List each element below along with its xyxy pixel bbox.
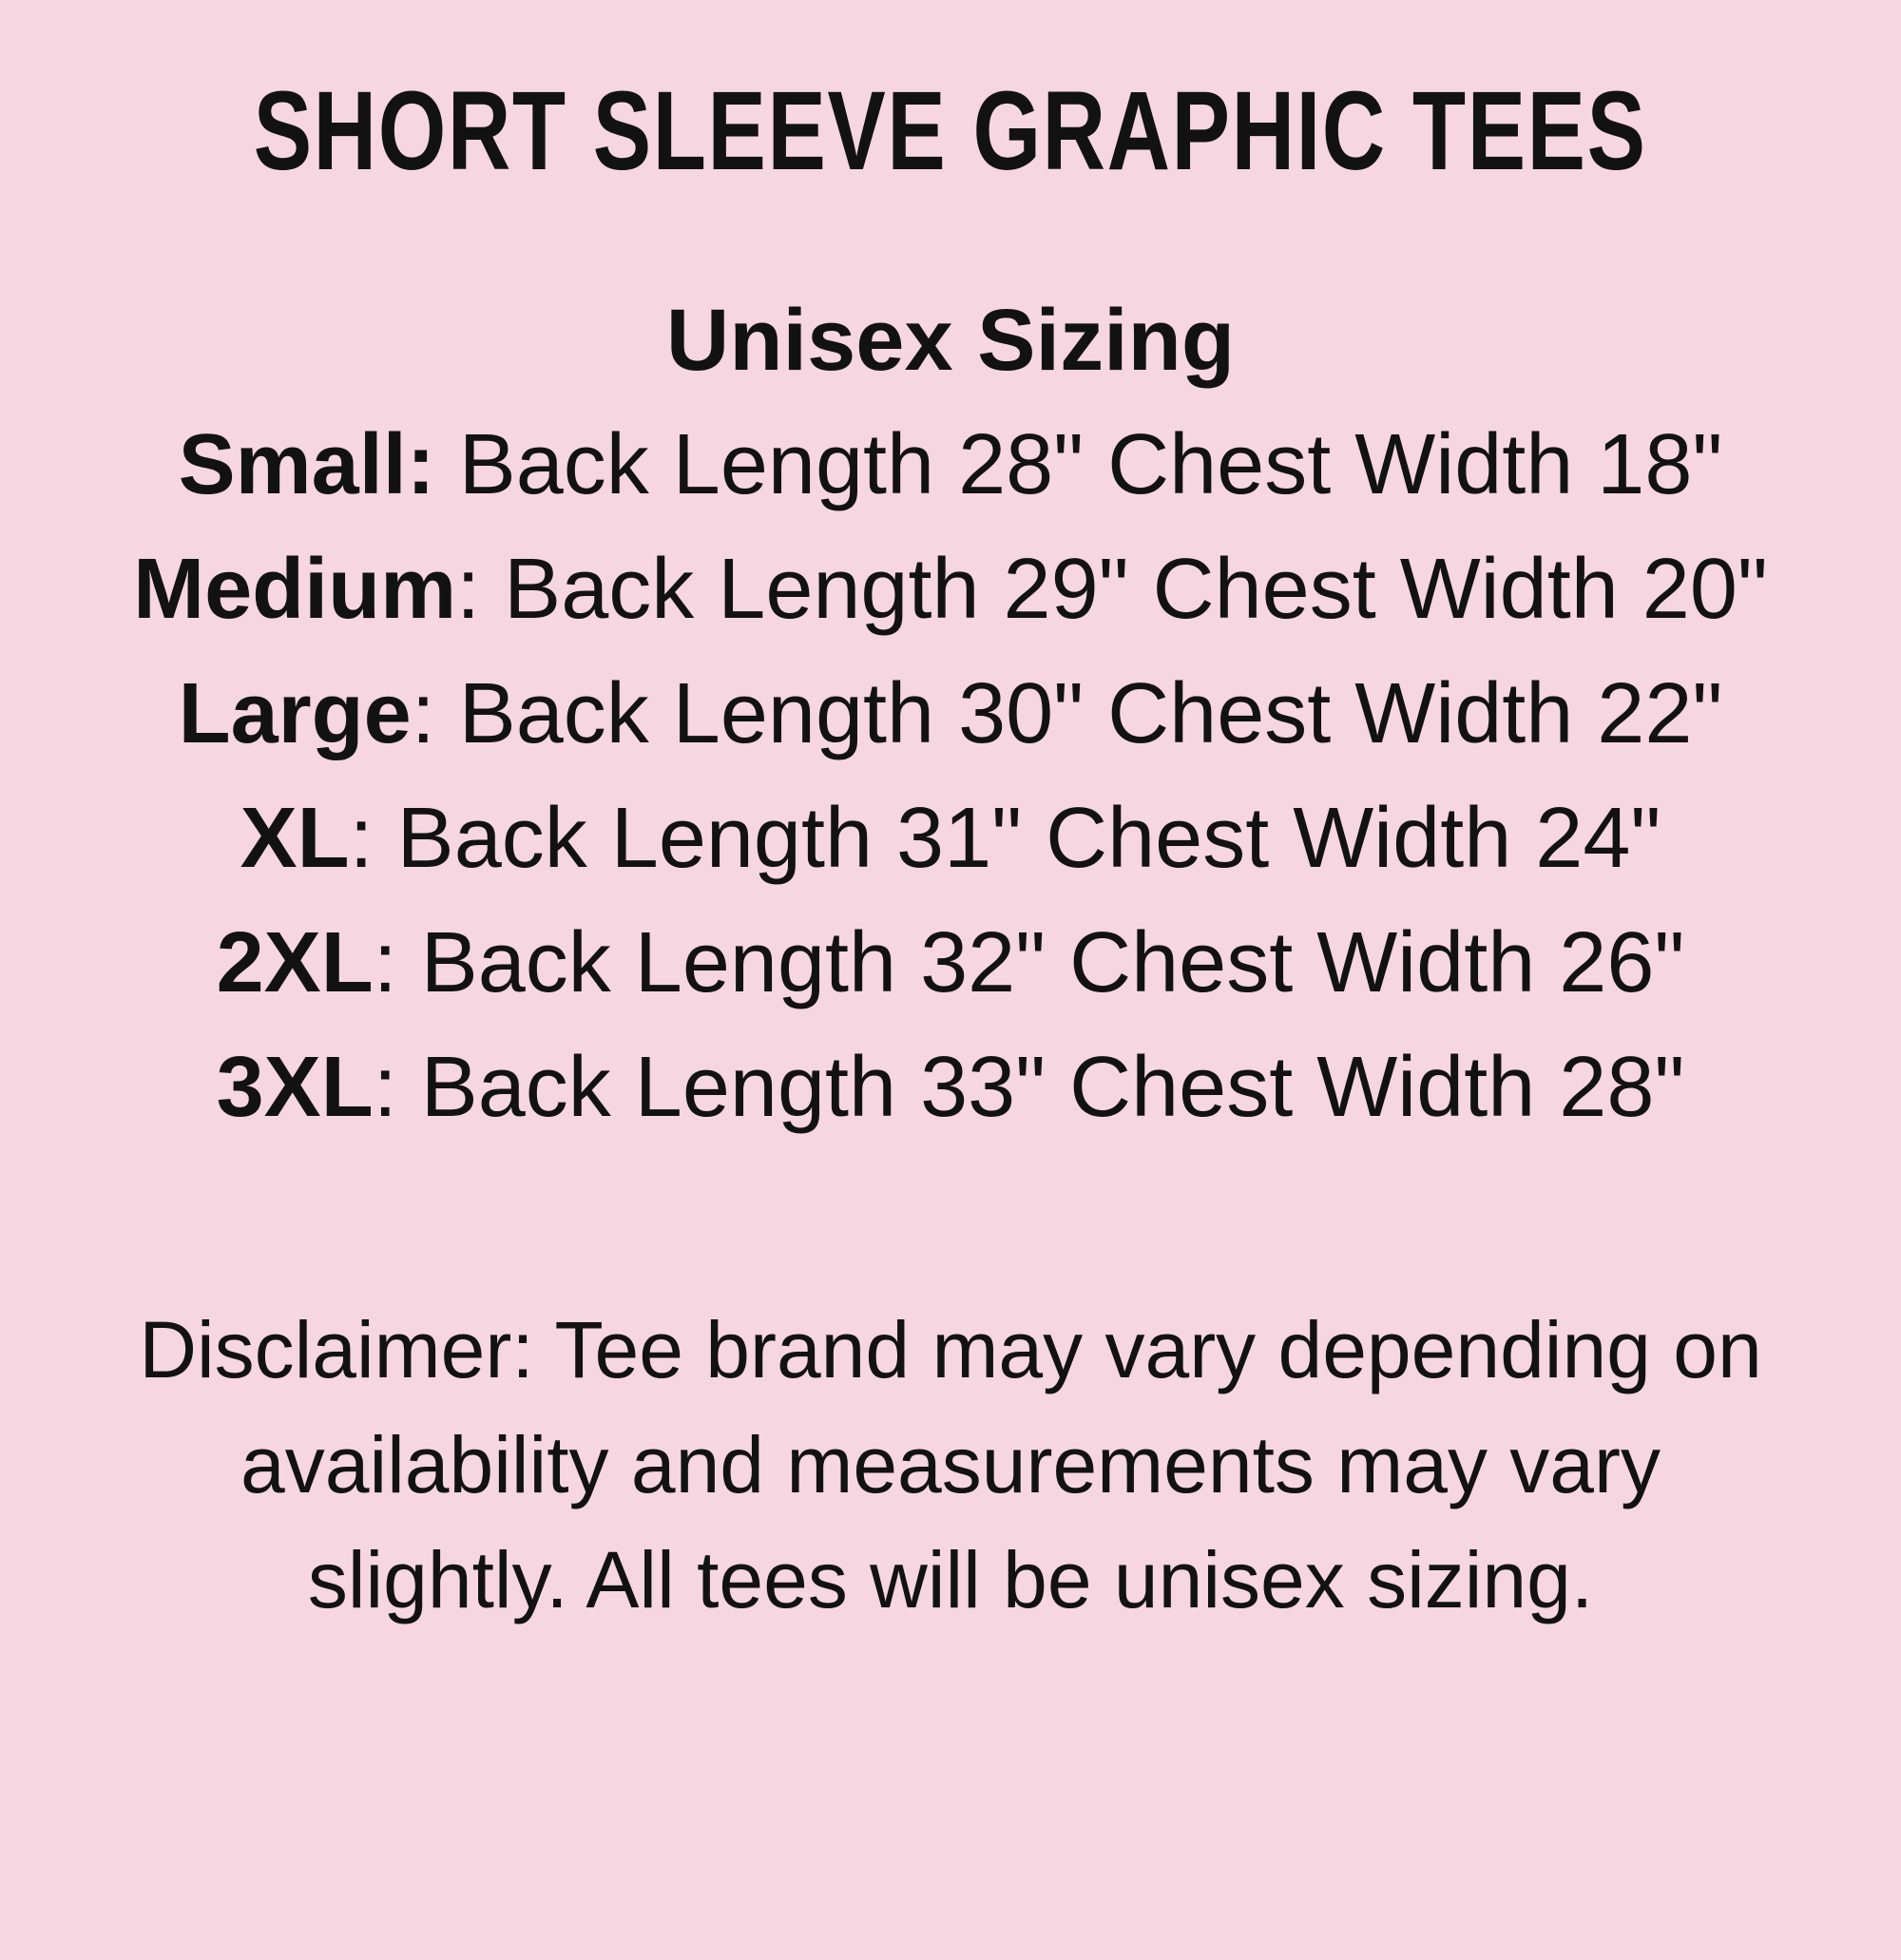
size-details: : Back Length 33" Chest Width 28"	[373, 1040, 1685, 1136]
size-label: 2XL	[216, 915, 374, 1011]
size-row-medium	[0, 528, 1901, 652]
page-title-text: SHORT SLEEVE GRAPHIC TEES	[254, 68, 1647, 194]
size-row-small	[0, 403, 1901, 528]
size-label: XL	[240, 791, 350, 887]
disclaimer	[0, 1293, 1901, 1638]
size-label: Medium	[133, 542, 457, 638]
disclaimer-line: availability and measurements may vary	[240, 1420, 1661, 1510]
disclaimer-line: slightly. All tees will be unisex sizing.	[307, 1535, 1594, 1625]
size-details: Back Length 28" Chest Width 18"	[434, 417, 1723, 513]
size-chart-page	[0, 59, 1901, 1960]
size-row-2xl	[0, 901, 1901, 1026]
disclaimer-line: Disclaimer: Tee brand may vary depending on	[139, 1305, 1762, 1395]
size-details: : Back Length 30" Chest Width 22"	[411, 666, 1723, 762]
size-details: : Back Length 29" Chest Width 20"	[456, 542, 1768, 638]
size-details: : Back Length 32" Chest Width 26"	[373, 915, 1685, 1011]
sizing-heading: Unisex Sizing	[665, 292, 1236, 390]
page-title	[0, 59, 1901, 204]
size-label: Large	[178, 666, 412, 762]
size-row-xl	[0, 777, 1901, 901]
size-label: Small:	[178, 417, 435, 513]
sizing-section	[0, 279, 1901, 1150]
size-row-large	[0, 652, 1901, 777]
size-row-3xl	[0, 1026, 1901, 1150]
size-label: 3XL	[216, 1040, 374, 1136]
size-details: : Back Length 31" Chest Width 24"	[349, 791, 1661, 887]
